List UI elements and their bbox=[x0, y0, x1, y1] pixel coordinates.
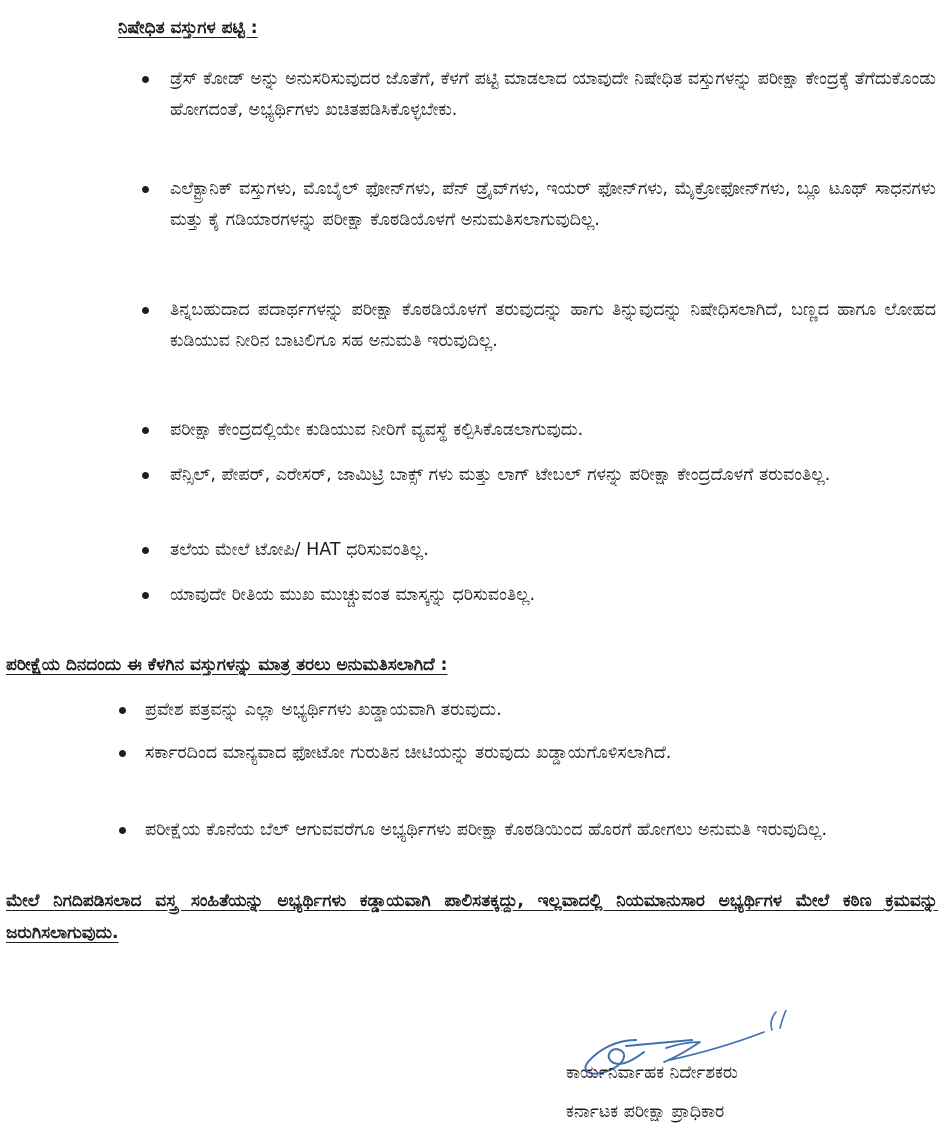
prohibited-item bbox=[170, 295, 936, 357]
prohibited-item-text: ತಲೆಯ ಮೇಲೆ ಟೋಪಿ/ HAT ಧರಿಸುವಂತಿಲ್ಲ. bbox=[170, 540, 429, 560]
permitted-item-text: ಪರೀಕ್ಷೆಯ ಕೊನೆಯ ಬೆಲ್ ಆಗುವವರೆಗೂ ಅಭ್ಯರ್ಥಿಗಳು ಪರೀಕ್ಷಾ ಕೊಠಡಿಯಿಂದ ಹೊರಗೆ ಹೋಗಲು ಅನುಮತಿ ಇರುವುದಿಲ್ಲ. bbox=[145, 820, 828, 840]
prohibited-item bbox=[170, 174, 936, 236]
prohibited-items-heading: ನಿಷೇಧಿತ ವಸ್ತುಗಳ ಪಟ್ಟಿ : bbox=[118, 18, 258, 38]
bullet-icon bbox=[142, 547, 149, 554]
bullet-icon bbox=[142, 472, 149, 479]
bullet-icon bbox=[142, 186, 149, 193]
permitted-item bbox=[145, 738, 936, 769]
prohibited-item bbox=[170, 415, 936, 446]
prohibited-item bbox=[170, 535, 936, 566]
permitted-items-heading: ಪರೀಕ್ಷೆಯ ದಿನದಂದು ಈ ಕೆಳಗಿನ ವಸ್ತುಗಳನ್ನು ಮಾತ್ರ ತರಲು ಅನುಮತಿಸಲಾಗಿದೆ : bbox=[6, 655, 448, 675]
prohibited-item-text: ಪೆನ್ಸಿಲ್, ಪೇಪರ್, ಎರೇಸರ್, ಜಾಮಿಟ್ರಿ ಬಾಕ್ಸ್ ಗಳು ಮತ್ತು ಲಾಗ್ ಟೇಬಲ್ ಗಳನ್ನು ಪರೀಕ್ಷಾ ಕೇಂದ್ರದೊಳಗೆ ತರುವಂತಿಲ್ಲ. bbox=[170, 465, 831, 485]
prohibited-item bbox=[170, 64, 936, 126]
prohibited-item bbox=[170, 580, 936, 611]
bullet-icon bbox=[119, 827, 126, 834]
signature-block bbox=[566, 1010, 936, 1135]
closing-note: ಮೇಲೆ ನಿಗದಿಪಡಿಸಲಾದ ವಸ್ತ್ರ ಸಂಹಿತೆಯನ್ನು ಅಭ್ಯರ್ಥಿಗಳು ಕಡ್ಡಾಯವಾಗಿ ಪಾಲಿಸತಕ್ಕದ್ದು, ಇಲ್ಲವಾದಲ್ಲಿ ನಿಯಮಾನುಸಾರ ಅಭ್ಯರ್ಥಿಗಳ ಮೇಲೆ ಕಠಿಣ ಕ್ರಮವನ್ನು ಜರುಗಿಸಲಾಗುವುದು. bbox=[6, 891, 938, 943]
bullet-icon bbox=[142, 307, 149, 314]
permitted-item-text: ಸರ್ಕಾರದಿಂದ ಮಾನ್ಯವಾದ ಫೋಟೋ ಗುರುತಿನ ಚೀಟಿಯನ್ನು ತರುವುದು ಖಡ್ಡಾಯಗೊಳಿಸಲಾಗಿದೆ. bbox=[145, 743, 672, 763]
permitted-item bbox=[145, 815, 936, 846]
permitted-item-text: ಪ್ರವೇಶ ಪತ್ರವನ್ನು ಎಲ್ಲಾ ಅಭ್ಯರ್ಥಿಗಳು ಖಡ್ಡಾಯವಾಗಿ ತರುವುದು. bbox=[145, 700, 502, 720]
permitted-item bbox=[145, 695, 936, 726]
signatory-organization: ಕರ್ನಾಟಕ ಪರೀಕ್ಷಾ ಪ್ರಾಧಿಕಾರ bbox=[566, 1102, 725, 1122]
prohibited-item bbox=[170, 460, 936, 491]
prohibited-item-text: ಎಲೆಕ್ಟ್ರಾನಿಕ್ ವಸ್ತುಗಳು, ಮೊಬೈಲ್ ಫೋನ್‌ಗಳು, ಪೆನ್ ಡ್ರೈವ್‌ಗಳು, ಇಯರ್ ಫೋನ್‌ಗಳು, ಮೈಕ್ರೋಫೋನ್‌ಗಳು, ಬ್ಲೂ ಟೂಥ್ ಸಾಧನಗಳು ಮತ್ತು ಕೈ ಗಡಿಯಾರಗಳನ್ನು ಪರೀಕ್ಷಾ ಕೊಠಡಿಯೊಳಗೆ ಅನುಮತಿಸಲಾಗುವುದಿಲ್ಲ. bbox=[170, 179, 936, 230]
bullet-icon bbox=[119, 750, 126, 757]
bullet-icon bbox=[142, 427, 149, 434]
prohibited-item-text: ಯಾವುದೇ ರೀತಿಯ ಮುಖ ಮುಚ್ಚುವಂತ ಮಾಸ್ಕನ್ನು ಧರಿಸುವಂತಿಲ್ಲ. bbox=[170, 585, 536, 605]
bullet-icon bbox=[142, 592, 149, 599]
prohibited-item-text: ಪರೀಕ್ಷಾ ಕೇಂದ್ರದಲ್ಲಿಯೇ ಕುಡಿಯುವ ನೀರಿಗೆ ವ್ಯವಸ್ಥೆ ಕಲ್ಪಿಸಿಕೊಡಲಾಗುವುದು. bbox=[170, 420, 584, 440]
signatory-designation: ಕಾರ್ಯನಿರ್ವಾಹಕ ನಿರ್ದೇಶಕರು bbox=[566, 1063, 738, 1083]
prohibited-item-text: ತಿನ್ನಬಹುದಾದ ಪದಾರ್ಥಗಳನ್ನು ಪರೀಕ್ಷಾ ಕೊಠಡಿಯೊಳಗೆ ತರುವುದನ್ನು ಹಾಗು ತಿನ್ನುವುದನ್ನು ನಿಷೇಧಿಸಲಾಗಿದೆ, ಬಣ್ಣದ ಹಾಗೂ ಲೋಹದ ಕುಡಿಯುವ ನೀರಿನ ಬಾಟಲಿಗೂ ಸಹ ಅನುಮತಿ ಇರುವುದಿಲ್ಲ. bbox=[170, 300, 936, 351]
bullet-icon bbox=[142, 76, 149, 83]
bullet-icon bbox=[119, 707, 126, 714]
prohibited-item-text: ಡ್ರೆಸ್ ಕೋಡ್ ಅನ್ನು ಅನುಸರಿಸುವುದರ ಜೊತೆಗೆ, ಕೆಳಗೆ ಪಟ್ಟಿ ಮಾಡಲಾದ ಯಾವುದೇ ನಿಷೇಧಿತ ವಸ್ತುಗಳನ್ನು ಪರೀಕ್ಷಾ ಕೇಂದ್ರಕ್ಕೆ ತೆಗೆದುಕೊಂಡು ಹೋಗದಂತೆ, ಅಭ್ಯರ್ಥಿಗಳು ಖಚಿತಪಡಿಸಿಕೊಳ್ಳಬೇಕು. bbox=[170, 69, 936, 120]
